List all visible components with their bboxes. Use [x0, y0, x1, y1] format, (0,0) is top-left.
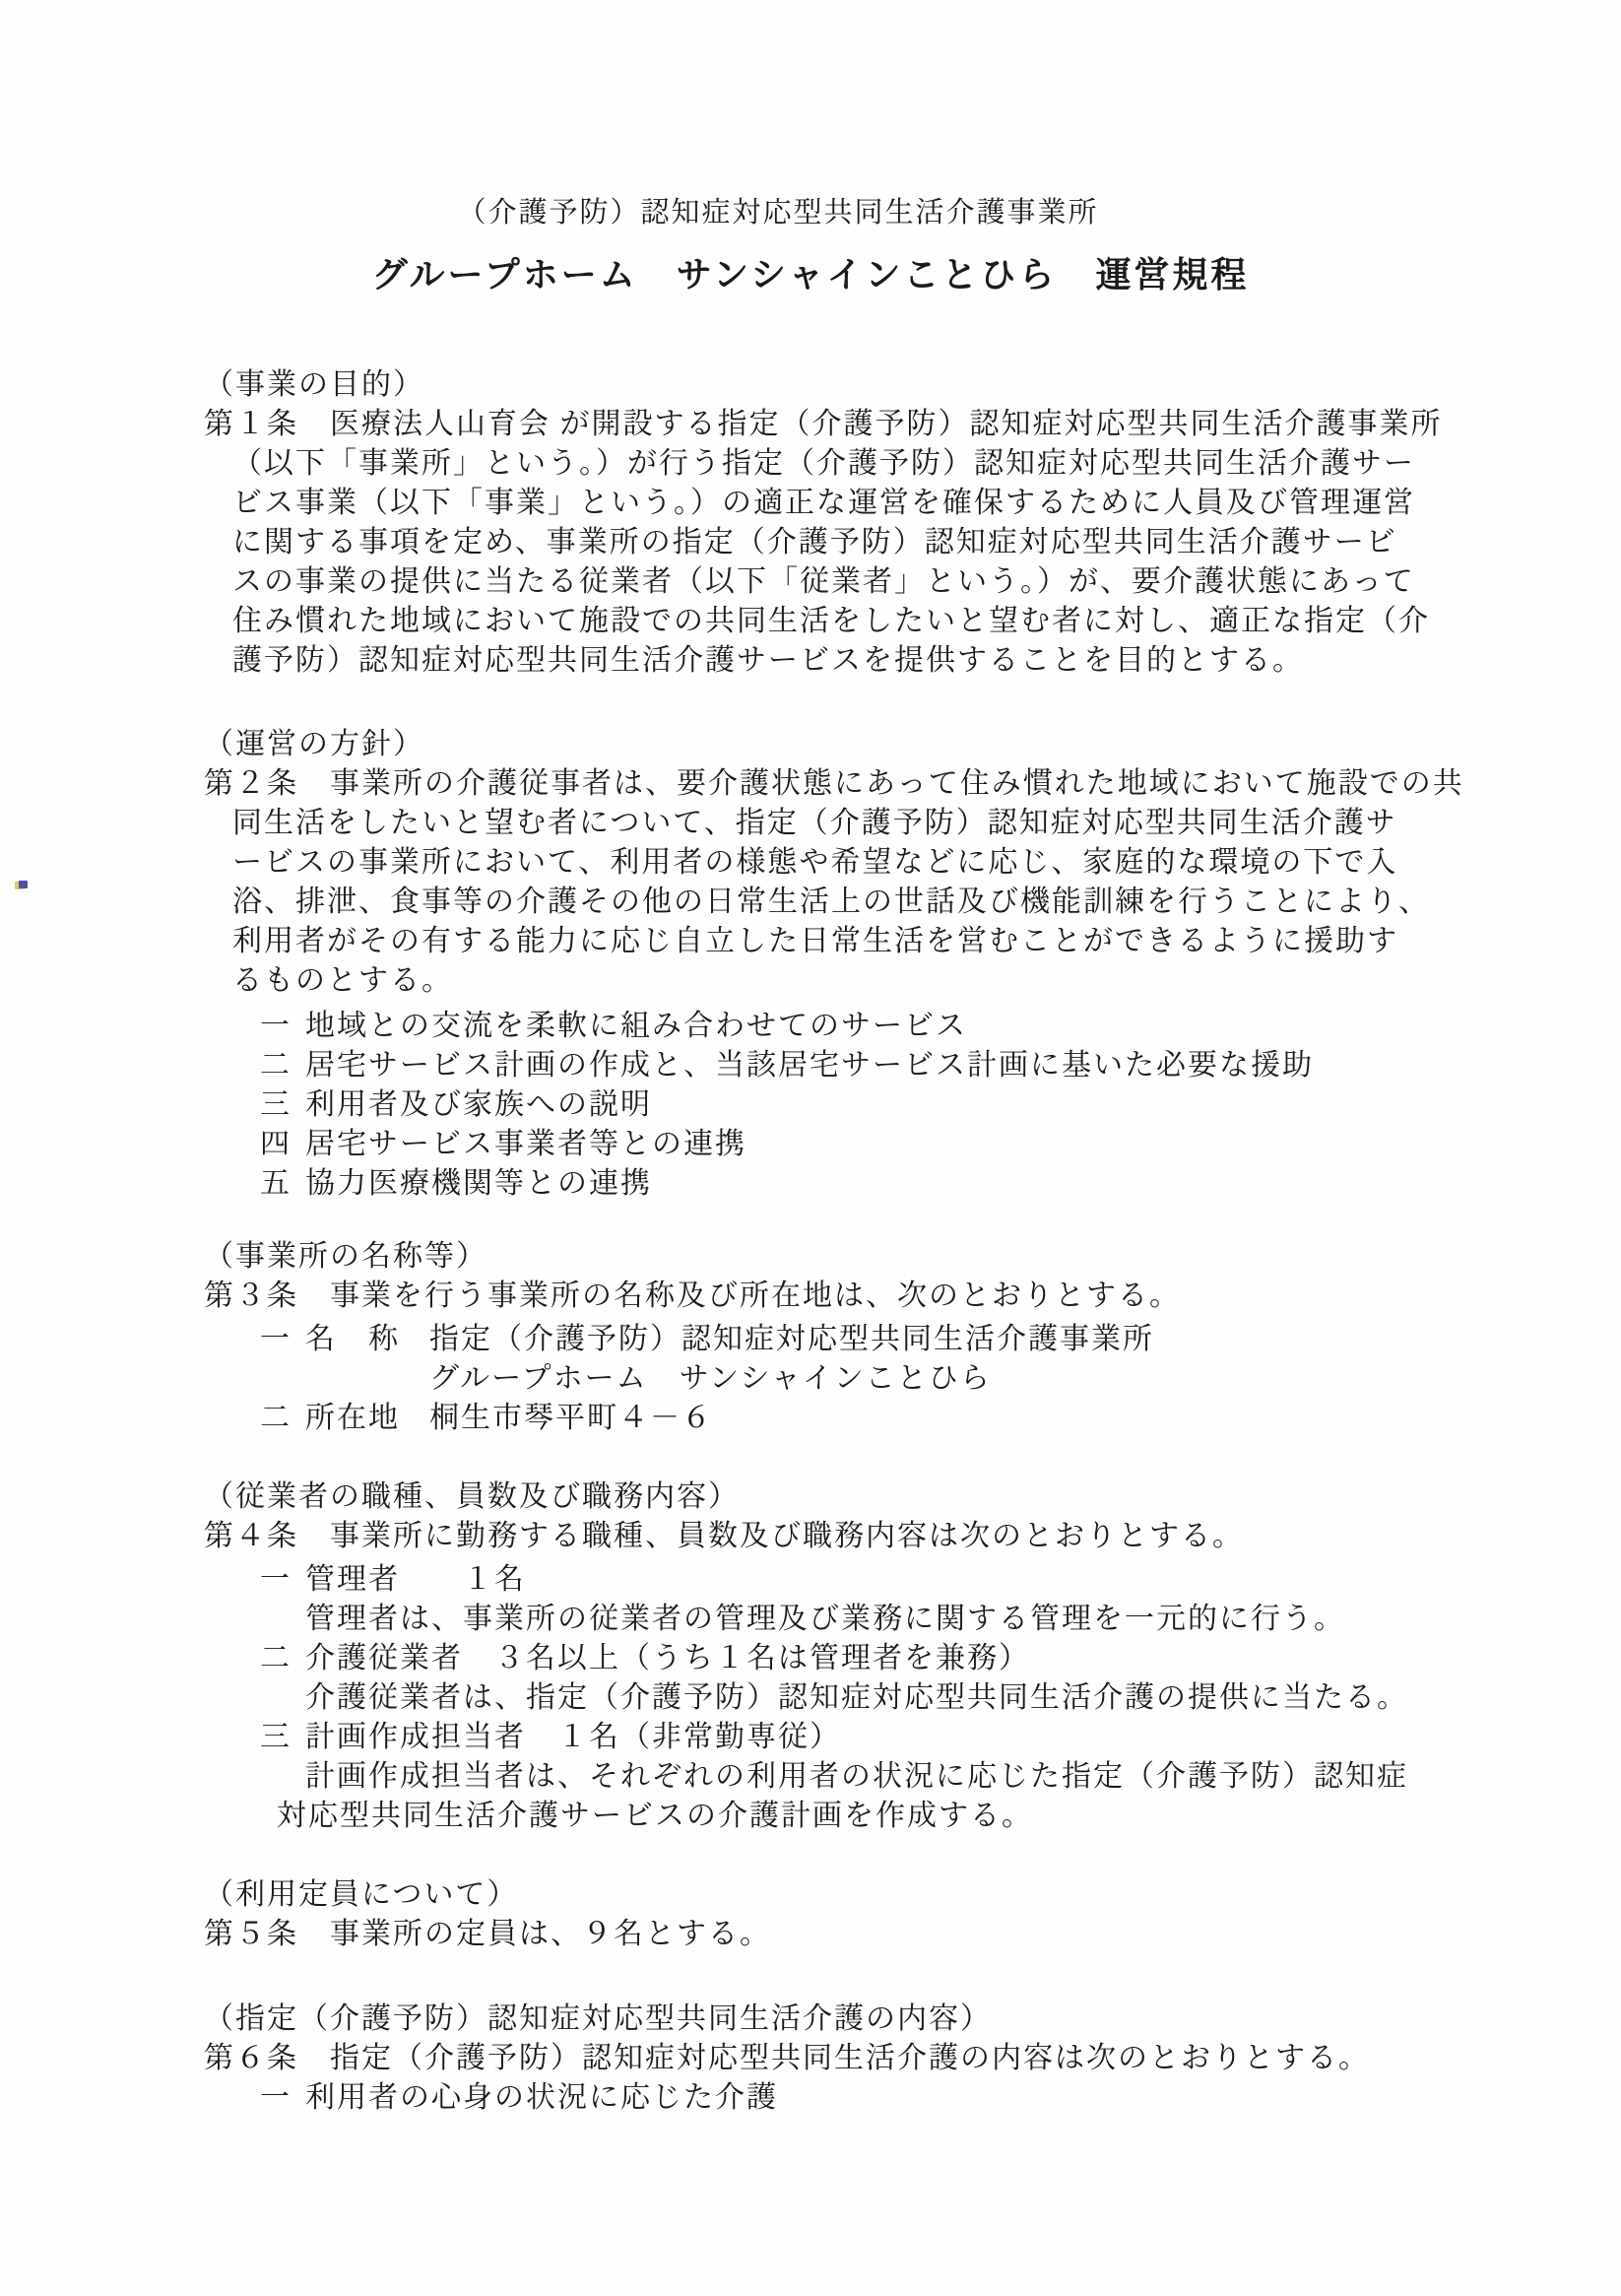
list-item — [0, 1007, 1621, 1046]
item-description-line: 管理者は、事業所の従業者の管理及び業務に関する管理を一元的に行う。 — [305, 1603, 1345, 1635]
article-first-line: 第６条 指定（介護予防）認知症対応型共同生活介護の内容は次のとおりとする。 — [204, 2042, 1370, 2074]
list-item — [0, 1639, 1621, 1678]
list-item-number: 五 — [260, 1167, 290, 1200]
article-continuation-line: 浴、排泄、食事等の介護その他の日常生活上の世話及び機能訓練を行うことにより、 — [232, 886, 1430, 918]
list-item-number: 一 — [260, 1323, 290, 1355]
list-item-label: 所在地 — [305, 1402, 400, 1434]
section-heading: （運営の方針） — [204, 728, 424, 760]
description-wrap-line: 対応型共同生活介護サービスの介護計画を作成する。 — [277, 1800, 1033, 1832]
section-purpose — [0, 365, 1621, 681]
section-heading: （従業者の職種、員数及び職務内容） — [204, 1480, 740, 1513]
list-item — [0, 1320, 1621, 1359]
article-first-line: 第４条 事業所に勤務する職種、員数及び職務内容は次のとおりとする。 — [204, 1520, 1244, 1552]
item-description-line: 介護従業者は、指定（介護予防）認知症対応型共同生活介護の提供に当たる。 — [305, 1681, 1408, 1714]
section-heading: （指定（介護予防）認知症対応型共同生活介護の内容） — [204, 2002, 992, 2035]
list-item-number: 一 — [260, 1010, 290, 1042]
section-heading: （事業所の名称等） — [204, 1240, 487, 1273]
list-item — [0, 1399, 1621, 1438]
list-item-number: 三 — [260, 1721, 290, 1753]
list-item-number: 一 — [260, 1563, 290, 1596]
article-continuation-line: ービスの事業所において、利用者の様態や希望などに応じ、家庭的な環境の下で入 — [232, 846, 1398, 879]
value-continuation-line: グループホーム サンシャインことひら — [429, 1362, 992, 1395]
article-first-line: 第１条 医療法人山育会 が開設する指定（介護予防）認知症対応型共同生活介護事業所 — [204, 408, 1443, 440]
section-staff — [0, 1477, 1621, 1836]
title-block — [0, 197, 1621, 295]
section-policy — [0, 725, 1621, 1204]
list-item-label: 名 称 — [305, 1323, 400, 1355]
article-continuation-line: ビス事業（以下「事業」という。）の適正な運営を確保するために人員及び管理運営 — [232, 487, 1415, 519]
article-continuation-line: るものとする。 — [232, 964, 453, 997]
list-item-text: 利用者及び家族への説明 — [305, 1088, 652, 1121]
list-item-number: 一 — [260, 2081, 290, 2114]
section-heading: （利用定員について） — [204, 1878, 519, 1911]
list-item-value: 桐生市琴平町４－６ — [429, 1402, 713, 1434]
list-item-text: 居宅サービス事業者等との連携 — [305, 1128, 746, 1160]
list-item — [0, 1560, 1621, 1600]
list-item-text: 計画作成担当者 １名（非常勤専従） — [305, 1721, 841, 1753]
list-item — [0, 1718, 1621, 1757]
scan-artifact-dot — [19, 881, 28, 888]
list-item-number: 四 — [260, 1128, 290, 1160]
list-item — [0, 1125, 1621, 1164]
page-subtitle: （介護予防）認知症対応型共同生活介護事業所 — [457, 197, 1099, 229]
section-names — [0, 1237, 1621, 1438]
list-item — [0, 2078, 1621, 2118]
article-continuation-line: 住み慣れた地域において施設での共同生活をしたいと望む者に対し、適正な指定（介 — [232, 605, 1430, 637]
list-item-number: 二 — [260, 1642, 290, 1674]
list-item-number: 三 — [260, 1088, 290, 1121]
section-heading: （事業の目的） — [204, 368, 424, 401]
article-continuation-line: 護予防）認知症対応型共同生活介護サービスを提供することを目的とする。 — [232, 644, 1304, 677]
article-continuation-line: 同生活をしたいと望む者について、指定（介護予防）認知症対応型共同生活介護サ — [232, 807, 1397, 839]
article-first-line: 第５条 事業所の定員は、９名とする。 — [204, 1918, 771, 1950]
article-first-line: 第２条 事業所の介護従事者は、要介護状態にあって住み慣れた地域において施設での共 — [204, 767, 1464, 800]
article-continuation-line: 利用者がその有する能力に応じ自立した日常生活を営むことができるように援助す — [232, 925, 1398, 957]
list-item — [0, 1046, 1621, 1085]
list-item-text: 利用者の心身の状況に応じた介護 — [305, 2081, 778, 2114]
list-item-number: 二 — [260, 1402, 290, 1434]
list-item-text: 管理者 １名 — [305, 1563, 526, 1596]
list-item-value: 指定（介護予防）認知症対応型共同生活介護事業所 — [429, 1323, 1154, 1355]
list-item-text: 居宅サービス計画の作成と、当該居宅サービス計画に基いた必要な援助 — [305, 1049, 1314, 1082]
article-first-line: 第３条 事業を行う事業所の名称及び所在地は、次のとおりとする。 — [204, 1279, 1181, 1312]
list-item-text: 地域との交流を柔軟に組み合わせてのサービス — [305, 1010, 967, 1042]
list-item-text: 介護従業者 ３名以上（うち１名は管理者を兼務） — [305, 1642, 1030, 1674]
list-item — [0, 1085, 1621, 1125]
section-capacity — [0, 1875, 1621, 1954]
list-item-number: 二 — [260, 1049, 290, 1082]
section-content — [0, 2000, 1621, 2118]
article-continuation-line: スの事業の提供に当たる従業者（以下「従業者」という。）が、要介護状態にあって — [232, 565, 1415, 598]
page-title: グループホーム サンシャインことひら 運営規程 — [371, 255, 1250, 295]
article-continuation-line: （以下「事業所」という。）が行う指定（介護予防）認知症対応型共同生活介護サー — [232, 447, 1415, 480]
item-description-line: 計画作成担当者は、それぞれの利用者の状況に応じた指定（介護予防）認知症 — [305, 1760, 1408, 1793]
list-item-text: 協力医療機関等との連携 — [305, 1167, 652, 1200]
list-item — [0, 1164, 1621, 1204]
article-continuation-line: に関する事項を定め、事業所の指定（介護予防）認知症対応型共同生活介護サービ — [232, 526, 1397, 558]
